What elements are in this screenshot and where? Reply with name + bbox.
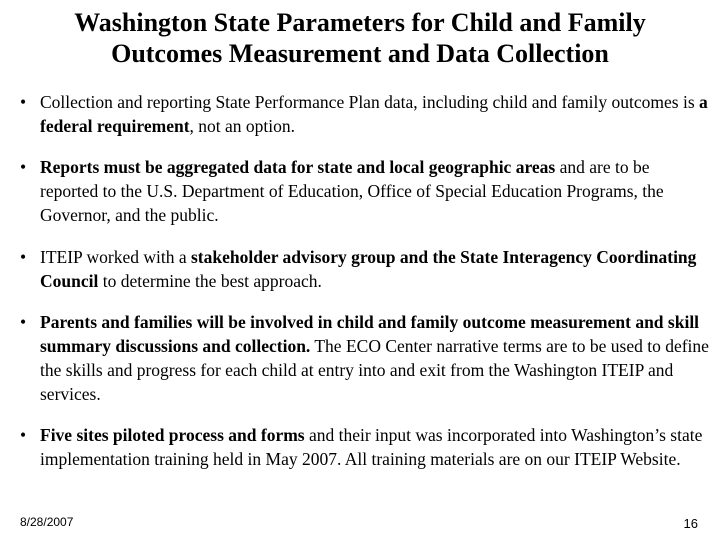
bullet-text: The ECO Center narrative terms are to be used to define the skills and progress for each child at entry into and exit from the Washington ITEIP and services. bbox=[40, 336, 709, 404]
bullet-marker: • bbox=[20, 92, 27, 112]
bullet-emphasis: Reports must be aggregated data for state and local geographic areas bbox=[40, 157, 556, 177]
bullet-item-aggregated-reports bbox=[20, 155, 710, 227]
bullet-text: ITEIP worked with a bbox=[40, 247, 191, 267]
bullet-item-parent-involvement bbox=[20, 310, 710, 406]
bullet-item-federal-requirement bbox=[20, 90, 710, 138]
bullet-item-pilot-sites bbox=[20, 423, 710, 471]
bullet-text: and their input was incorporated into Washington’s state implementation training held in May 2007. All training materials are on our ITEIP Website. bbox=[40, 425, 703, 469]
bullet-emphasis: a federal requirement bbox=[40, 92, 708, 136]
bullet-text: and are to be reported to the U.S. Department of Education, Office of Special Education Programs, the Governor, and the public. bbox=[40, 157, 664, 225]
bullet-emphasis: Parents and families will be involved in child and family outcome measurement and skill summary discussions and collection. bbox=[40, 312, 700, 356]
slide-title-line-1: Washington State Parameters for Child and Family bbox=[74, 8, 646, 37]
footer-date: 8/28/2007 bbox=[20, 515, 74, 529]
bullet-text: to determine the best approach. bbox=[98, 271, 322, 291]
bullet-text: , not an option. bbox=[189, 116, 296, 136]
bullet-list bbox=[20, 90, 710, 471]
bullet-item-stakeholder-group bbox=[20, 245, 710, 293]
bullet-marker: • bbox=[20, 425, 27, 445]
bullet-emphasis: stakeholder advisory group and the State Interagency Coordinating Council bbox=[40, 247, 697, 291]
bullet-marker: • bbox=[20, 247, 27, 267]
bullet-text: Collection and reporting State Performance Plan data, including child and family outcomes is bbox=[40, 92, 700, 112]
bullet-emphasis: Five sites piloted process and forms bbox=[40, 425, 305, 445]
slide-title bbox=[0, 7, 720, 69]
bullet-marker: • bbox=[20, 157, 27, 177]
bullet-marker: • bbox=[20, 312, 27, 332]
page-number: 16 bbox=[683, 516, 698, 531]
slide-title-line-2: Outcomes Measurement and Data Collection bbox=[111, 39, 609, 68]
